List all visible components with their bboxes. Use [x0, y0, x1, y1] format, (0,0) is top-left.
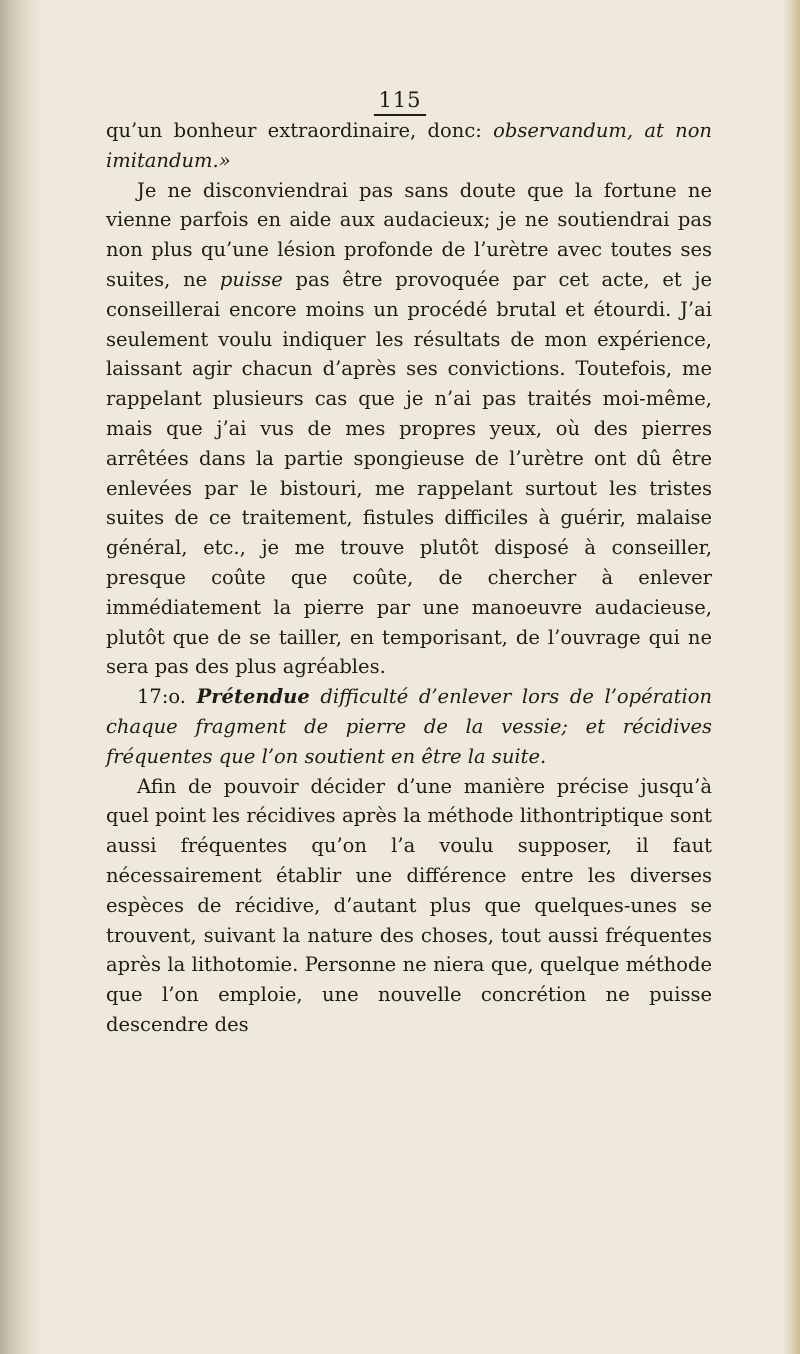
- paragraph-text: pas être provoquée par cet acte, et je conseillerai encore moins un procédé brutal et étourdi. J’ai seulement voulu indiquer les résultats de mon expérience, laissant agir chacun d’après ses convictions. Toutefois, me rappelant plusieurs cas que je n’ai pas traités moi-même, mais que j’ai vus de mes propres yeux, où des pierres arrêtées dans la partie spongieuse de l’urètre ont dû être enlevées par le bistouri, me rappelant surtout les tristes suites de ce traitement, fistules difficiles à guérir, malaise général, etc., je me trouve plutôt disposé à conseiller, presque coûte que coûte, de chercher à enlever immédiatement la pierre par une manoeuvre audacieuse, plutôt que de se tailler, en temporisant, de l’ouvrage qui ne sera pas des plus agréables.: [106, 267, 712, 679]
- paragraph: [106, 176, 712, 683]
- section-heading: [106, 682, 712, 771]
- paragraph-continuation: [106, 116, 712, 176]
- section-title-lead: Prétendue: [196, 685, 310, 709]
- body-text: [106, 116, 712, 1040]
- paragraph: [106, 772, 712, 1040]
- emphasis: puisse: [219, 267, 283, 291]
- latin-quote: observandum, at non imitandum.»: [106, 119, 712, 172]
- page-number: [0, 88, 800, 116]
- scan-shadow-right: [782, 0, 800, 1354]
- section-number: 17:o.: [137, 685, 186, 709]
- section-title: difficulté d’enlever lors de l’opération chaque fragment de pierre de la vessie; et récidives fréquentes que l’on soutient en être la suite.: [106, 685, 712, 768]
- page-number-text: 115: [374, 88, 425, 116]
- paragraph-text: qu’un bonheur extraordinaire, donc:: [106, 119, 494, 142]
- scan-shadow-left: [0, 0, 40, 1354]
- paragraph-text: Afin de pouvoir décider d’une manière précise jusqu’à quel point les récidives après la méthode lithontriptique sont aussi fréquentes qu’on l’a voulu supposer, il faut nécessairement établir une différence entre les diverses espèces de récidive, d’autant plus que quelques-unes se trouvent, suivant la nature des choses, tout aussi fréquentes après la lithotomie. Personne ne niera que, quelque méthode que l’on emploie, une nouvelle concrétion ne puisse descendre des: [106, 774, 712, 1036]
- paragraph-text: Je ne disconviendrai pas sans doute que la fortune ne vienne parfois en aide aux audacieux; je ne soutiendrai pas non plus qu’une lésion profonde de l’urètre avec toutes ses suites, ne: [106, 178, 712, 291]
